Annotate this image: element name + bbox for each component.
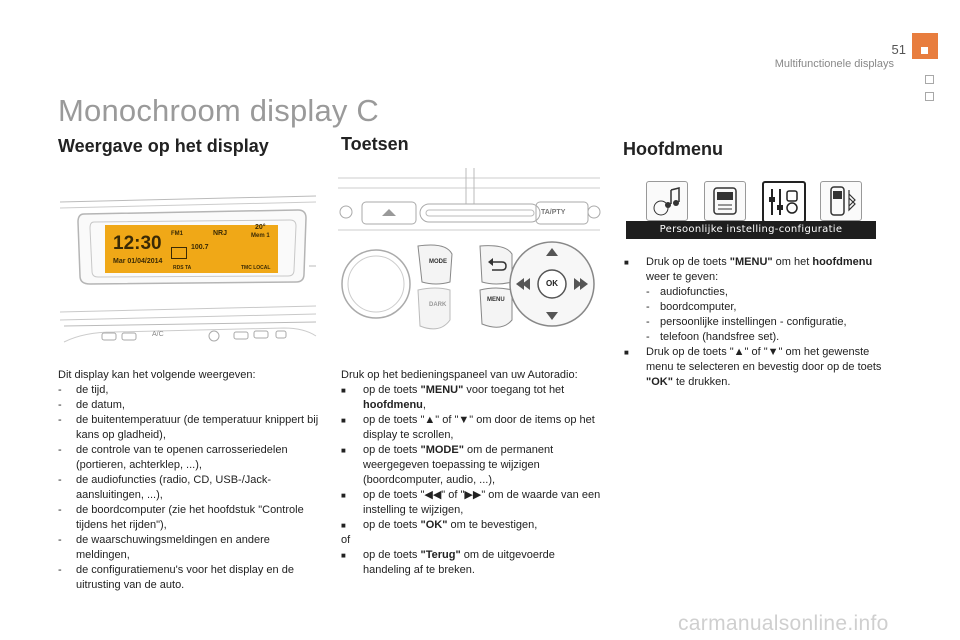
list-item: ■ op de toets "OK" om te bevestigen,	[341, 518, 603, 533]
lcd-screen	[105, 225, 278, 273]
menu-selection-bar: Persoonlijke instelling-configuratie	[626, 221, 876, 239]
mode-button: MODE	[429, 259, 447, 265]
lcd-tmc: TMC LOCAL	[241, 265, 271, 271]
list-item: - telefoon (handsfree set).	[624, 330, 886, 345]
list-item: - de datum,	[58, 398, 320, 413]
display-heading: Weergave op het display	[58, 136, 269, 156]
phone-icon	[820, 181, 862, 221]
list-item: - boordcomputer,	[624, 300, 886, 315]
section-name: Multifunctionele displays	[774, 58, 894, 70]
list-item: - de tijd,	[58, 383, 320, 398]
main-menu-description	[624, 255, 886, 390]
list-item: - de audiofuncties (radio, CD, USB-/Jack-aansluitingen, ...),	[58, 473, 320, 503]
page-number: 51	[891, 42, 906, 57]
chapter-box-icon	[925, 75, 934, 84]
display-description	[58, 368, 320, 593]
watermark: carmanualsonline.info	[678, 612, 889, 635]
main-menu-heading: Hoofdmenu	[623, 139, 723, 159]
or-text: of	[341, 534, 351, 546]
dark-button: DARK	[429, 302, 447, 308]
control-panel-illustration	[336, 164, 604, 344]
list-item: - audiofuncties,	[624, 285, 886, 300]
buttons-intro: Druk op het bedieningspaneel van uw Autoradio:	[341, 369, 578, 381]
lcd-band: FM1	[171, 231, 183, 237]
list-item: - de boordcomputer (zie het hoofdstuk "Controle tijdens het rijden"),	[58, 503, 320, 533]
lcd-station: NRJ	[213, 230, 228, 237]
list-item: ■ Druk op de toets "MENU" om het hoofdmenu weer te geven:	[624, 255, 886, 285]
display-items-list	[58, 383, 320, 593]
list-item: - de controle van te openen carrosseriedelen (portieren, achterklep, ...),	[58, 443, 320, 473]
ta-pty-button: TA/PTY	[541, 209, 566, 216]
menu-button: MENU	[487, 297, 505, 303]
audio-icon	[646, 181, 688, 221]
lcd-rds: RDS TA	[173, 265, 192, 271]
page-title: Monochroom display C	[58, 93, 380, 128]
list-item: ■ Druk op de toets "▲" of "▼" om het gewenste menu te selecteren en bevestig door op de toets "OK" te drukken.	[624, 345, 886, 390]
ok-button: OK	[546, 279, 558, 288]
lcd-date: Mar 01/04/2014	[113, 258, 163, 265]
list-item: ■ op de toets "MENU" voor toegang tot het hoofdmenu,	[341, 383, 603, 413]
buttons-description	[341, 368, 603, 578]
lcd-door-icon	[171, 247, 187, 259]
list-item: - persoonlijke instellingen - configuratie,	[624, 315, 886, 330]
main-menu-illustration	[626, 178, 876, 240]
lcd-frequency: 100.7	[191, 244, 209, 251]
chapter-tab	[912, 33, 938, 59]
computer-icon	[704, 181, 746, 221]
chapter-box-icon	[925, 92, 934, 101]
list-item: ■ op de toets "Terug" om de uitgevoerde handeling af te breken.	[341, 548, 603, 578]
buttons-heading: Toetsen	[341, 134, 409, 154]
lcd-time: 12:30	[113, 233, 162, 254]
list-item: ■ op de toets "MODE" om de permanent weergegeven toepassing te wijzigen (boordcomputer, audio, ...),	[341, 443, 603, 488]
display-intro: Dit display kan het volgende weergeven:	[58, 369, 256, 381]
control-panel-drawing	[336, 164, 604, 344]
tab-square-icon	[921, 47, 928, 54]
list-item: ■ op de toets "▲" of "▼" om door de items op het display te scrollen,	[341, 413, 603, 443]
list-item: - de waarschuwingsmeldingen en andere meldingen,	[58, 533, 320, 563]
display-illustration	[54, 192, 324, 352]
lcd-memory: Mem 1	[251, 233, 270, 239]
ac-label: A/C	[152, 331, 164, 338]
list-item: - de buitentemperatuur (de temperatuur knippert bij kans op gladheid),	[58, 413, 320, 443]
lcd-temperature: 20°	[255, 224, 266, 231]
list-item: ■ op de toets "◀◀" of "▶▶" om de waarde van een instelling te wijzigen,	[341, 488, 603, 518]
list-item: - de configuratiemenu's voor het display en de uitrusting van de auto.	[58, 563, 320, 593]
settings-icon	[762, 181, 806, 223]
